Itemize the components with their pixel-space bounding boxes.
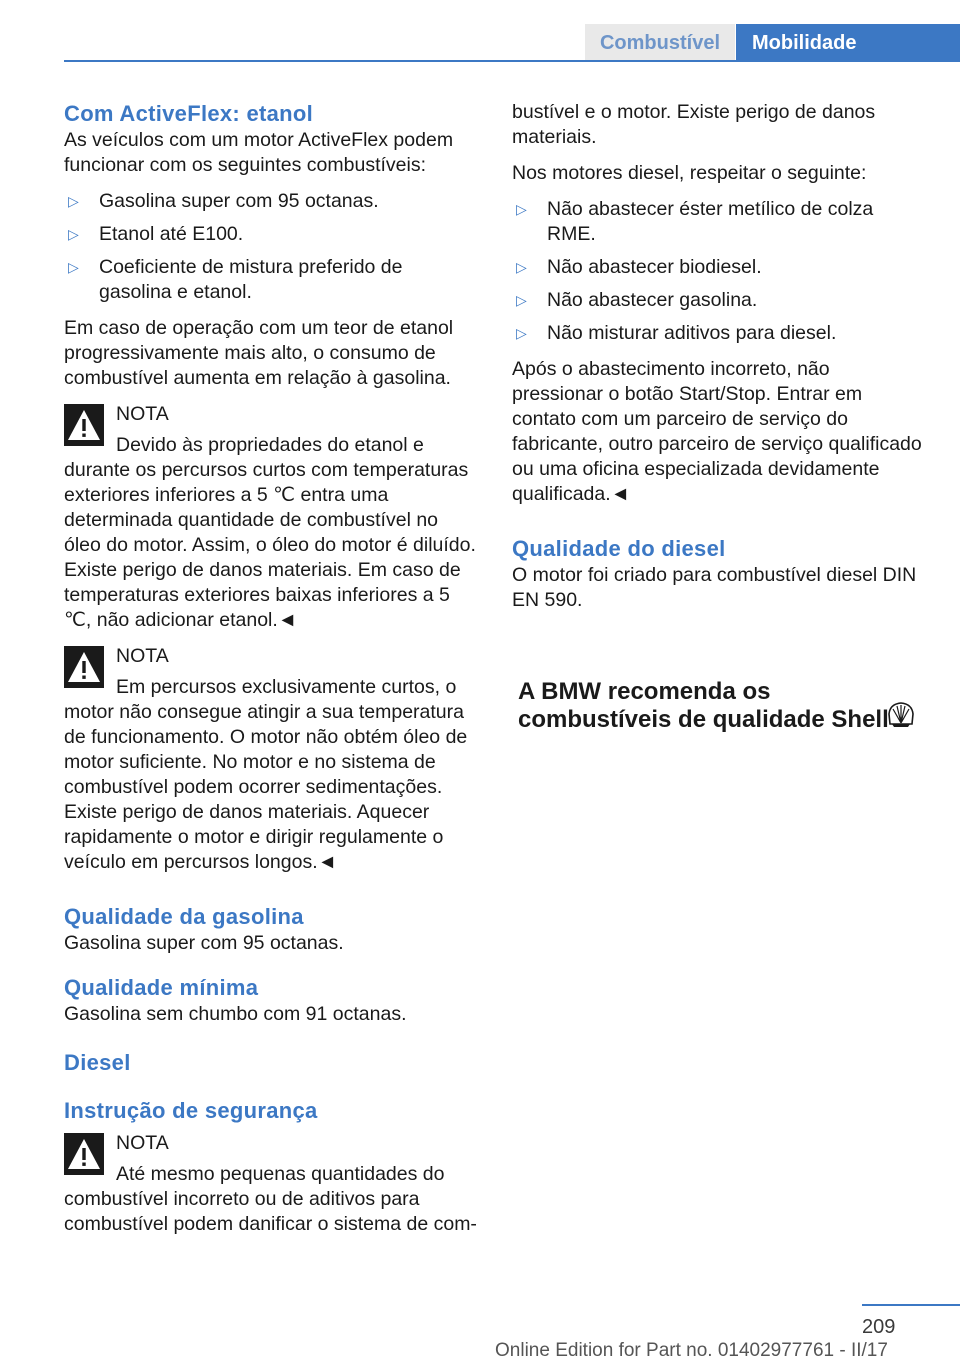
tab-combustivel[interactable]: Combustível [585,24,735,62]
list-item [512,288,926,313]
tab-mobilidade[interactable]: Mobilidade [736,24,960,62]
left-column [64,100,478,1248]
note-label: NOTA [116,403,169,425]
warning-icon [64,646,104,688]
note-text: Até mesmo pequenas quantidades do combustível incorreto ou de aditivos para combustível podem danificar o sistema de com- [64,1163,477,1235]
triangle-bullet-icon: ▷ [68,259,79,275]
warning-note-3 [64,1131,478,1237]
list-item [64,222,478,247]
paragraph-apos-abastecimento: Após o abastecimento incorreto, não pressionar o botão Start/Stop. Entrar em contato com um parceiro de serviço do fabricante, outro parceiro de serviço qualificado ou uma oficina especializada devidamente qualificada.◄ [512,358,922,505]
triangle-bullet-icon: ▷ [516,259,527,275]
triangle-bullet-icon: ▷ [516,201,527,217]
page-number: 209 [862,1316,896,1338]
triangle-bullet-icon: ▷ [516,292,527,308]
paragraph-qualidade-diesel: O motor foi criado para combustível diesel DIN EN 590. [512,564,917,611]
paragraph-activeflex: As veículos com um motor ActiveFlex podem funcionar com os seguintes combustíveis: [64,129,454,176]
shell-line-1: A BMW recomenda os [518,678,771,705]
triangle-bullet-icon: ▷ [516,325,527,341]
list-item-text: Não abastecer éster metílico de colza RME. [547,198,874,245]
triangle-bullet-icon: ▷ [68,193,79,209]
heading-qualidade-minima: Qualidade mínima [64,975,259,1000]
warning-note-1 [64,402,478,633]
edition-footer: Online Edition for Part no. 01402977761 - II/17 [495,1340,888,1361]
list-item [512,255,926,280]
shell-recommendation [518,678,918,748]
triangle-bullet-icon: ▷ [68,226,79,242]
list-item-text: Não abastecer gasolina. [547,289,758,311]
note-text: Devido às propriedades do etanol e durante os percursos curtos com temperaturas exteriores inferiores a 5 ℃ entra uma determinada quantidade de combustível no óleo do motor. Assim, o óleo do motor é diluído. Existe perigo de danos materiais. Em caso de temperaturas exteriores baixas inferiores a 5 ℃, não adicionar etanol.◄ [64,434,476,631]
paragraph-gasolina: Gasolina super com 95 octanas. [64,932,344,954]
heading-qualidade-gasolina: Qualidade da gasolina [64,904,304,929]
list-item [512,197,926,247]
header-rule [64,60,960,62]
list-item-text: Não abastecer biodiesel. [547,256,762,278]
right-column [512,100,926,624]
heading-diesel: Diesel [64,1050,131,1075]
list-item-text: Não misturar aditivos para diesel. [547,322,837,344]
list-item [64,255,478,305]
warning-icon [64,1133,104,1175]
paragraph-continuation: bustível e o motor. Existe perigo de danos materiais. [512,101,876,148]
list-diesel [512,197,926,346]
paragraph-diesel-intro: Nos motores diesel, respeitar o seguinte: [512,162,867,184]
paragraph-minima: Gasolina sem chumbo com 91 octanas. [64,1003,407,1025]
shell-logo-icon [886,700,916,730]
note-label: NOTA [116,645,169,667]
list-item-text: Gasolina super com 95 octanas. [99,190,379,212]
footer-rule [862,1304,960,1306]
list-item-text: Coeficiente de mistura preferido de gasolina e etanol. [99,256,403,303]
shell-line-2: combustíveis de qualidade Shell [518,706,889,733]
note-label: NOTA [116,1132,169,1154]
heading-instrucao-seguranca: Instrução de segurança [64,1098,318,1123]
paragraph-consumo: Em caso de operação com um teor de etanol progressivamente mais alto, o consumo de combustível aumenta em relação à gasolina. [64,317,454,389]
list-activeflex [64,189,478,305]
warning-icon [64,404,104,446]
note-text: Em percursos exclusivamente curtos, o motor não consegue atingir a sua temperatura de funcionamento. O motor não obtém óleo de motor suficiente. No motor e no sistema de combustível podem ocorrer sedimentações. Existe perigo de danos materiais. Aquecer rapidamente o motor e dirigir regulamente o veículo em percursos longos.◄ [64,676,468,873]
list-item-text: Etanol até E100. [99,223,244,245]
list-item [512,321,926,346]
heading-activeflex: Com ActiveFlex: etanol [64,101,314,126]
heading-qualidade-diesel: Qualidade do diesel [512,536,726,561]
warning-note-2 [64,644,478,875]
list-item [64,189,478,214]
